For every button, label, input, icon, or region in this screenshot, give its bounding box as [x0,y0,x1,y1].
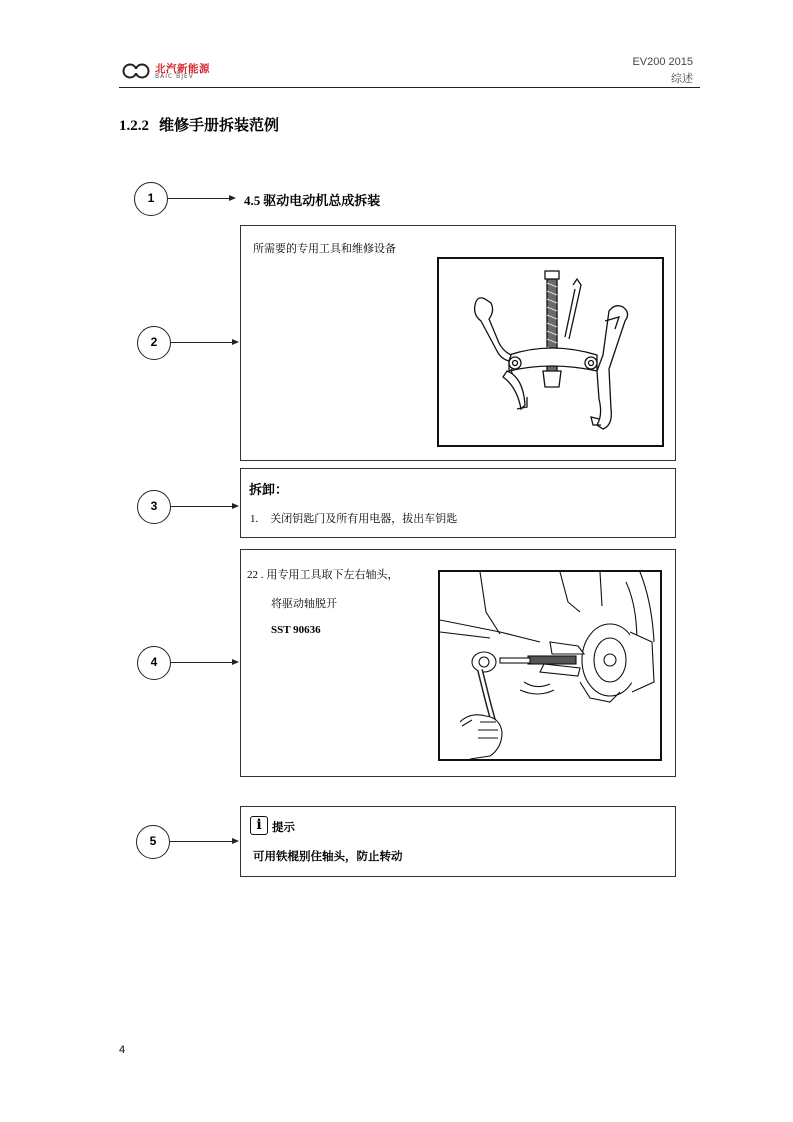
callout-4-arrow [171,662,237,663]
brand-logo [121,60,221,82]
section-heading [119,114,279,135]
logo-text-cn: 北汽新能源 [155,63,210,75]
callout-5: 5 [136,825,170,859]
header-model: EV200 2015 [632,56,693,68]
step-22-panel [240,549,676,777]
header-section-name: 综述 [671,72,693,85]
logo-mark-icon [121,63,151,79]
section-title: 维修手册拆装范例 [159,116,280,134]
tools-panel [240,225,676,461]
tools-label: 所需要的专用工具和维修设备 [253,242,396,255]
removal-panel [240,468,676,538]
callout-5-arrow [170,841,237,842]
removal-step-number: 1. [250,513,259,525]
callout-1-arrow [168,198,234,199]
procedure-title-text: 驱动电动机总成拆装 [263,194,381,209]
step-22-text-1: 用专用工具取下左右轴头， [266,568,399,581]
callout-3-arrow [171,506,237,507]
callout-1: 1 [134,182,168,216]
page-number: 4 [119,1044,126,1056]
removal-step-1 [250,510,457,526]
removal-heading: 拆卸： [249,483,289,498]
tip-panel [240,806,676,877]
callout-3: 3 [137,490,171,524]
gear-puller-icon [439,259,661,444]
header-rule [119,87,700,88]
callout-4: 4 [137,646,171,680]
special-tool-code: SST 90636 [271,624,321,636]
section-number: 1.2.2 [119,118,149,134]
step-22-number: 22 . [247,569,264,581]
callout-2-arrow [171,342,237,343]
step-22-line-1 [247,566,399,582]
procedure-title [244,190,380,209]
step-22-line-2: 将驱动轴脱开 [271,597,337,610]
wrench-axle-icon [440,572,660,759]
info-icon: i [250,816,268,835]
axle-removal-illustration [438,570,662,761]
logo-text-en: BAIC BJEV [155,73,194,80]
tip-text: 可用铁棍别住轴头，防止转动 [253,849,403,863]
callout-2: 2 [137,326,171,360]
tip-label: 提示 [272,820,295,834]
puller-tool-illustration [437,257,664,447]
removal-step-text: 关闭钥匙门及所有用电器，拔出车钥匙 [270,512,458,525]
procedure-number: 4.5 [244,193,261,208]
